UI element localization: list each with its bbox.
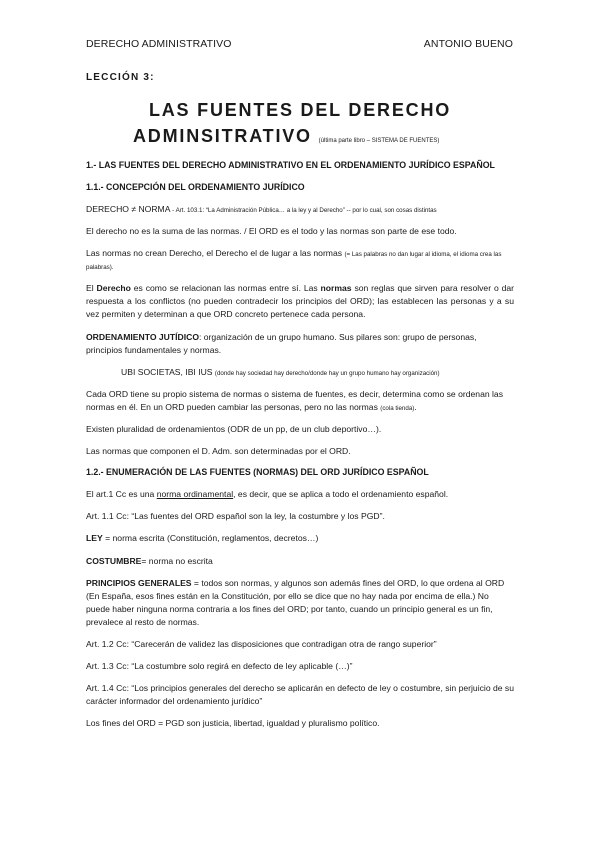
principios-definition: = todos son normas, y algunos son además fines del ORD, lo que ordena al ORD (En España, esos fines están en la Constitución, por ello se dice que no hay nada por encima de ella.) No puede haber ninguna norma contraria a los fines del ORD; por tanto, cuando un principio general es un fin, prevalece al resto de normas. bbox=[86, 577, 505, 627]
derecho2-bold-derecho: Derecho bbox=[96, 283, 131, 294]
title-line-1: LAS FUENTES DEL DERECHO bbox=[148, 100, 452, 121]
paragraph-ordenamiento bbox=[86, 331, 514, 357]
paragraph-suma: El derecho no es la suma de las normas. / El ORD es el todo y las normas son parte de ese todo. bbox=[86, 226, 457, 237]
crean-note: (= Las palabras no dan lugar al idioma, el idioma crea las palabras). bbox=[86, 251, 502, 272]
paragraph-ubi-societas bbox=[86, 366, 514, 379]
paragraph-ley bbox=[86, 532, 514, 545]
paragraph-crean bbox=[86, 247, 514, 273]
derecho-norma-art: - Art. 103.1: “La Administración Pública… a la ley y al Derecho” bbox=[170, 207, 345, 215]
art1-b: , es decir, que se aplica a todo el ordenamiento español. bbox=[233, 489, 449, 500]
paragraph-art-1-3: Art. 1.3 Cc: “La costumbre solo regirá en defecto de ley aplicable (…)” bbox=[86, 660, 353, 671]
header-right: ANTONIO BUENO bbox=[423, 38, 513, 50]
derecho2-a: El bbox=[86, 283, 97, 294]
lesson-label: LECCIÓN 3: bbox=[86, 72, 155, 83]
cada-end: . bbox=[414, 401, 417, 412]
paragraph-pluralidad: Existen pluralidad de ordenamientos (ODR de un pp, de un club deportivo…). bbox=[86, 423, 382, 434]
header-left: DERECHO ADMINISTRATIVO bbox=[86, 38, 232, 50]
derecho2-c: es como se relacionan las normas entre sí. Las bbox=[130, 283, 321, 294]
document-body bbox=[86, 70, 514, 730]
ord-term: ORDENAMIENTO JUTÍDICO bbox=[86, 331, 199, 342]
subsection-1-1-heading: 1.1.- CONCEPCIÓN DEL ORDENAMIENTO JURÍDICO bbox=[86, 181, 305, 192]
paragraph-art-1-2: Art. 1.2 Cc: “Carecerán de validez las disposiciones que contradigan otra de rango superior” bbox=[86, 638, 437, 649]
paragraph-cada-ord bbox=[86, 388, 514, 414]
paragraph-art-1-1: Art. 1.1 Cc: “Las fuentes del ORD español son la ley, la costumbre y los PGD”. bbox=[86, 511, 385, 522]
costumbre-term: COSTUMBRE bbox=[86, 555, 142, 566]
section-1-heading: 1.- LAS FUENTES DEL DERECHO ADMINISTRATIVO EN EL ORDENAMIENTO JURÍDICO ESPAÑOL bbox=[86, 160, 495, 171]
paragraph-derecho-relaciones bbox=[86, 282, 514, 321]
cada-main: Cada ORD tiene su propio sistema de normas o sistema de fuentes, es decir, determina como se ordenan las normas en él. En un ORD pueden cambiar las personas, pero no las normas bbox=[86, 388, 504, 412]
paragraph-art1 bbox=[86, 488, 514, 501]
paragraph-art-1-4: Art. 1.4 Cc: “Los principios generales del derecho se aplicarán en defecto de ley o costumbre, sin perjuicio de su carácter informador del ordenamiento jurídico” bbox=[86, 682, 515, 707]
ord-definition: : organización de un grupo humano. Sus pilares son: grupo de personas, principios fundamentales y normas. bbox=[86, 331, 477, 355]
derecho-norma-main: DERECHO ≠ NORMA bbox=[86, 204, 171, 215]
paragraph-derecho-norma bbox=[86, 203, 514, 216]
cada-note: (cola tienda) bbox=[380, 404, 415, 412]
title-line-2-text: ADMINSITRATIVO bbox=[133, 125, 312, 146]
derecho2-d: son reglas que sirven para resolver o dar respuesta a los conflictos (no pueden contradecir los principios del ORD); las establecen las personas y a su vez permiten y determinan a que ORD concreto pertenece cada persona. bbox=[86, 283, 515, 320]
art1-a: El art.1 Cc es una bbox=[86, 489, 157, 500]
principios-term: PRINCIPIOS GENERALES bbox=[86, 577, 192, 588]
derecho-norma-tail: -- por lo cual, son cosas distintas bbox=[344, 207, 437, 215]
paragraph-fines: Los fines del ORD = PGD son justicia, libertad, igualdad y pluralismo político. bbox=[86, 718, 380, 729]
ley-definition: = norma escrita (Constitución, reglamentos, decretos…) bbox=[102, 533, 319, 544]
paragraph-principios bbox=[86, 577, 514, 629]
title-note: (última parte libro – SISTEMA DE FUENTES) bbox=[318, 137, 440, 144]
costumbre-definition: = norma no escrita bbox=[141, 555, 213, 566]
paragraph-costumbre bbox=[86, 555, 514, 568]
crean-main: Las normas no crean Derecho, el Derecho el de lugar a las normas bbox=[86, 248, 345, 259]
paragraph-d-adm: Las normas que componen el D. Adm. son determinadas por el ORD. bbox=[86, 445, 351, 456]
subsection-1-2-heading: 1.2.- ENUMERACIÓN DE LAS FUENTES (NORMAS) DEL ORD JURÍDICO ESPAÑOL bbox=[86, 466, 429, 477]
title-line-2 bbox=[86, 126, 514, 148]
derecho2-bold-normas: normas bbox=[320, 283, 352, 294]
ubi-note: (donde hay sociedad hay derecho/donde hay un grupo humano hay organización) bbox=[214, 369, 440, 377]
ubi-main: UBI SOCIETAS, IBI IUS bbox=[121, 366, 215, 377]
art1-underlined: norma ordinamental bbox=[156, 489, 234, 500]
ley-term: LEY bbox=[86, 533, 103, 544]
